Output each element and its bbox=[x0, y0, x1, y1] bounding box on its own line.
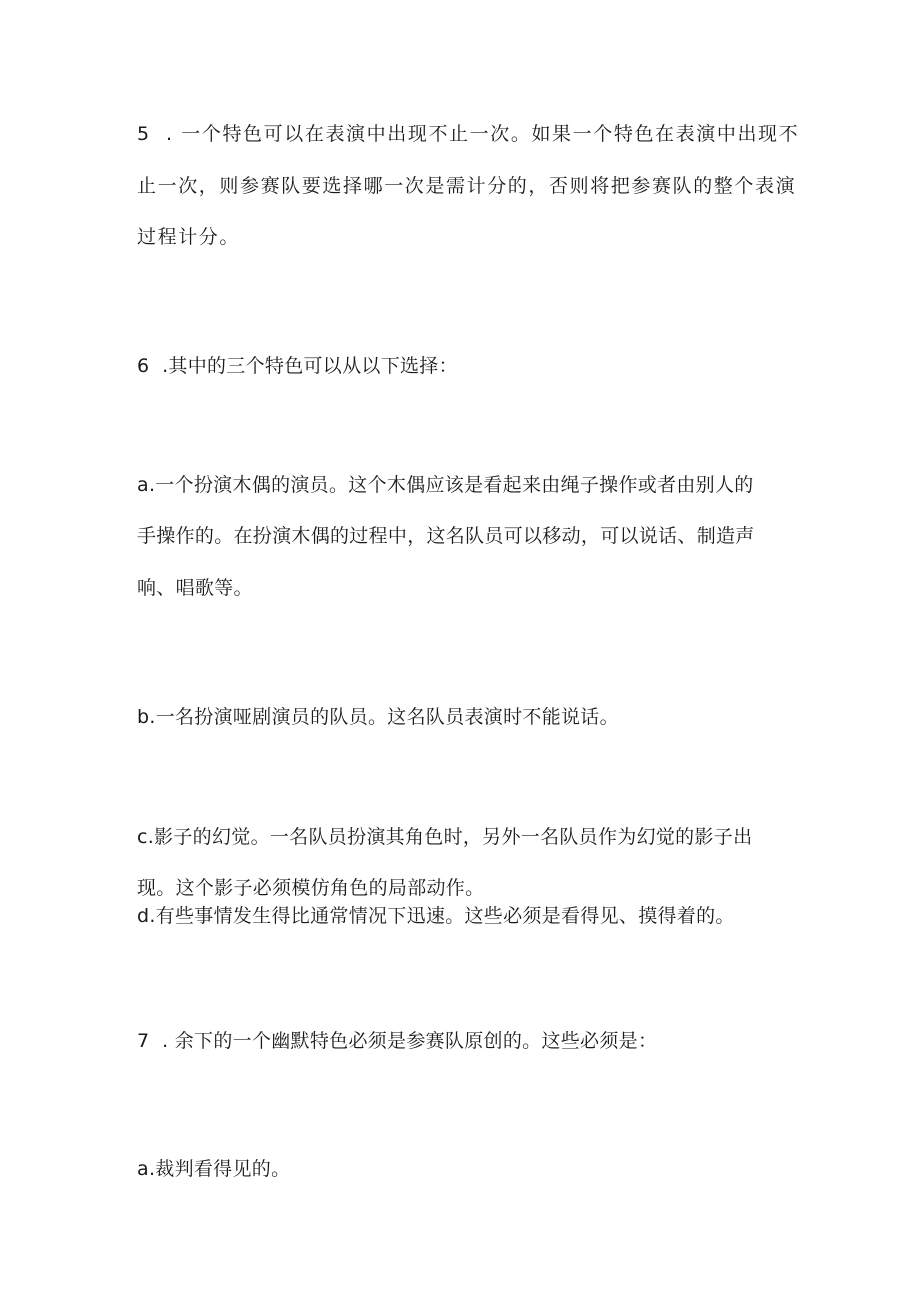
text-line: 手操作的。在扮演木偶的过程中，这名队员可以移动，可以说话、制造声 bbox=[137, 525, 755, 547]
text-line: 过程计分。 bbox=[137, 226, 241, 248]
text-line: d.有些事情发生得比通常情况下迅速。这些必须是看得见、摸得着的。 bbox=[137, 905, 735, 927]
text-line: 6 .其中的三个特色可以从以下选择： bbox=[137, 355, 458, 377]
text-line: 止一次，则参赛队要选择哪一次是需计分的，否则将把参赛队的整个表演 bbox=[137, 175, 797, 197]
text-line: a.裁判看得见的。 bbox=[137, 1158, 291, 1180]
text-line: a.一个扮演木偶的演员。这个木偶应该是看起来由绳子操作或者由别人的 bbox=[137, 474, 754, 496]
text-line: 响、唱歌等。 bbox=[137, 577, 253, 599]
text-line: b.一名扮演哑剧演员的队员。这名队员表演时不能说话。 bbox=[137, 706, 619, 728]
text-line: 7 . 余下的一个幽默特色必须是参赛队原创的。这些必须是： bbox=[137, 1030, 658, 1052]
text-line: c.影子的幻觉。一名队员扮演其角色时，另外一名队员作为幻觉的影子出 bbox=[137, 826, 753, 848]
text-line: 5 . 一个特色可以在表演中出现不止一次。如果一个特色在表演中出现不 bbox=[137, 123, 800, 145]
text-line: 现。这个影子必须模仿角色的局部动作。 bbox=[137, 877, 485, 899]
